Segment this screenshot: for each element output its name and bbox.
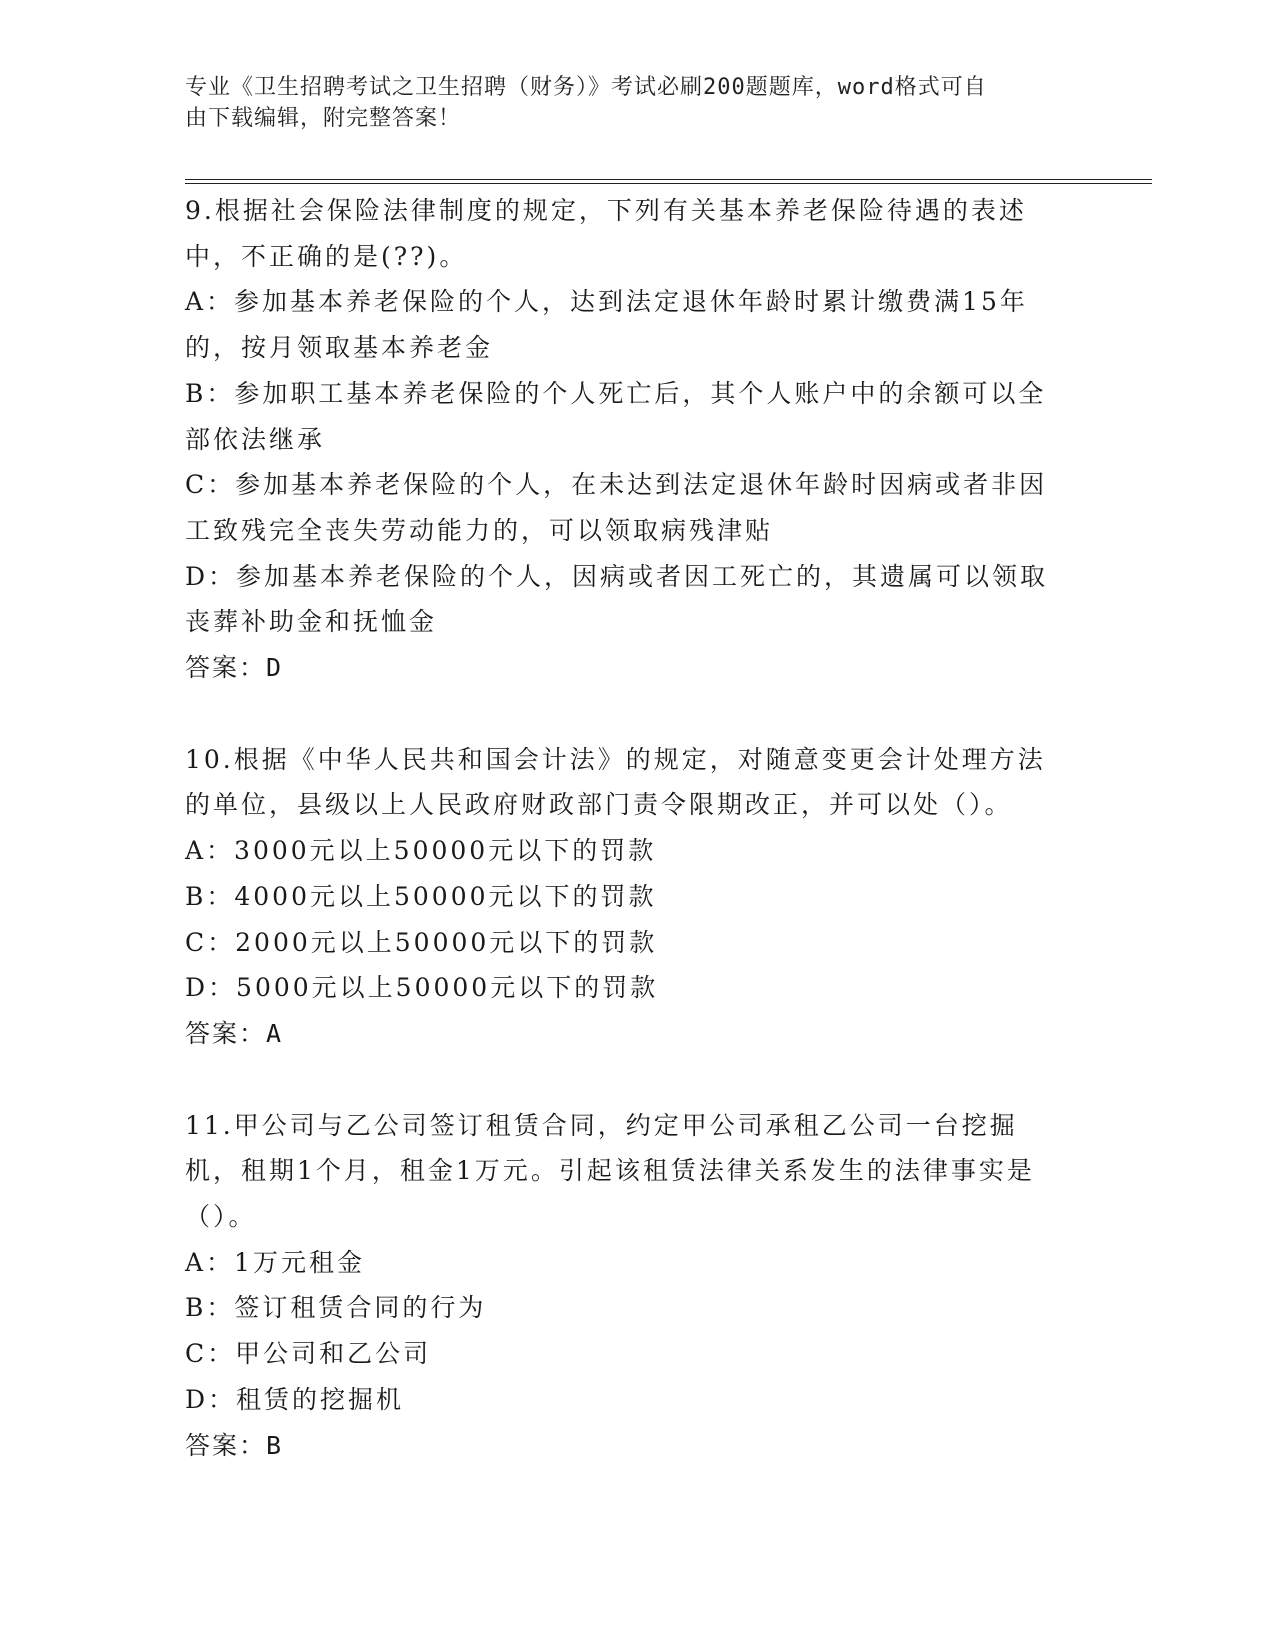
header-divider-bottom: [185, 183, 1152, 184]
answer: 答案：D: [185, 653, 284, 683]
question-10: [185, 737, 1065, 1057]
option-a: A：参加基本养老保险的个人，达到法定退休年龄时累计缴费满15年的，按月领取基本养老金: [185, 287, 1028, 363]
header-line-2: 由下载编辑，附完整答案！: [185, 106, 462, 131]
header-line-1: 专业《卫生招聘考试之卫生招聘（财务）》考试必刷200题题库，word格式可自: [185, 75, 987, 100]
option-b: B：签订租赁合同的行为: [185, 1293, 487, 1323]
header-divider-top: [185, 179, 1152, 180]
option-a: A：3000元以上50000元以下的罚款: [185, 836, 657, 866]
question-9: [185, 188, 1065, 691]
document-header: [185, 72, 1065, 134]
option-d: D：租赁的挖掘机: [185, 1384, 405, 1414]
option-c: C：2000元以上50000元以下的罚款: [185, 927, 658, 957]
question-11: [185, 1103, 1065, 1469]
option-b: B：4000元以上50000元以下的罚款: [185, 881, 657, 911]
answer: 答案：A: [185, 1018, 284, 1048]
question-text: 9.根据社会保险法律制度的规定，下列有关基本养老保险待遇的表述中，不正确的是(??)。: [185, 196, 1027, 271]
answer: 答案：B: [185, 1430, 284, 1460]
question-text: 10.根据《中华人民共和国会计法》的规定，对随意变更会计处理方法的单位，县级以上人民政府财政部门责令限期改正，并可以处（）。: [185, 744, 1046, 820]
option-b: B：参加职工基本养老保险的个人死亡后，其个人账户中的余额可以全部依法继承: [185, 378, 1047, 454]
question-text: 11.甲公司与乙公司签订租赁合同，约定甲公司承租乙公司一台挖掘机，租期1个月，租金1万元。引起该租赁法律关系发生的法律事实是（）。: [185, 1110, 1035, 1232]
option-a: A：1万元租金: [185, 1247, 365, 1277]
question-list: [185, 188, 1065, 1468]
option-c: C：参加基本养老保险的个人，在未达到法定退休年龄时因病或者非因工致残完全丧失劳动能力的，可以领取病残津贴: [185, 470, 1048, 545]
option-d: D：5000元以上50000元以下的罚款: [185, 973, 659, 1003]
option-d: D：参加基本养老保险的个人，因病或者因工死亡的，其遗属可以领取丧葬补助金和抚恤金: [185, 561, 1049, 637]
option-c: C：甲公司和乙公司: [185, 1339, 432, 1369]
